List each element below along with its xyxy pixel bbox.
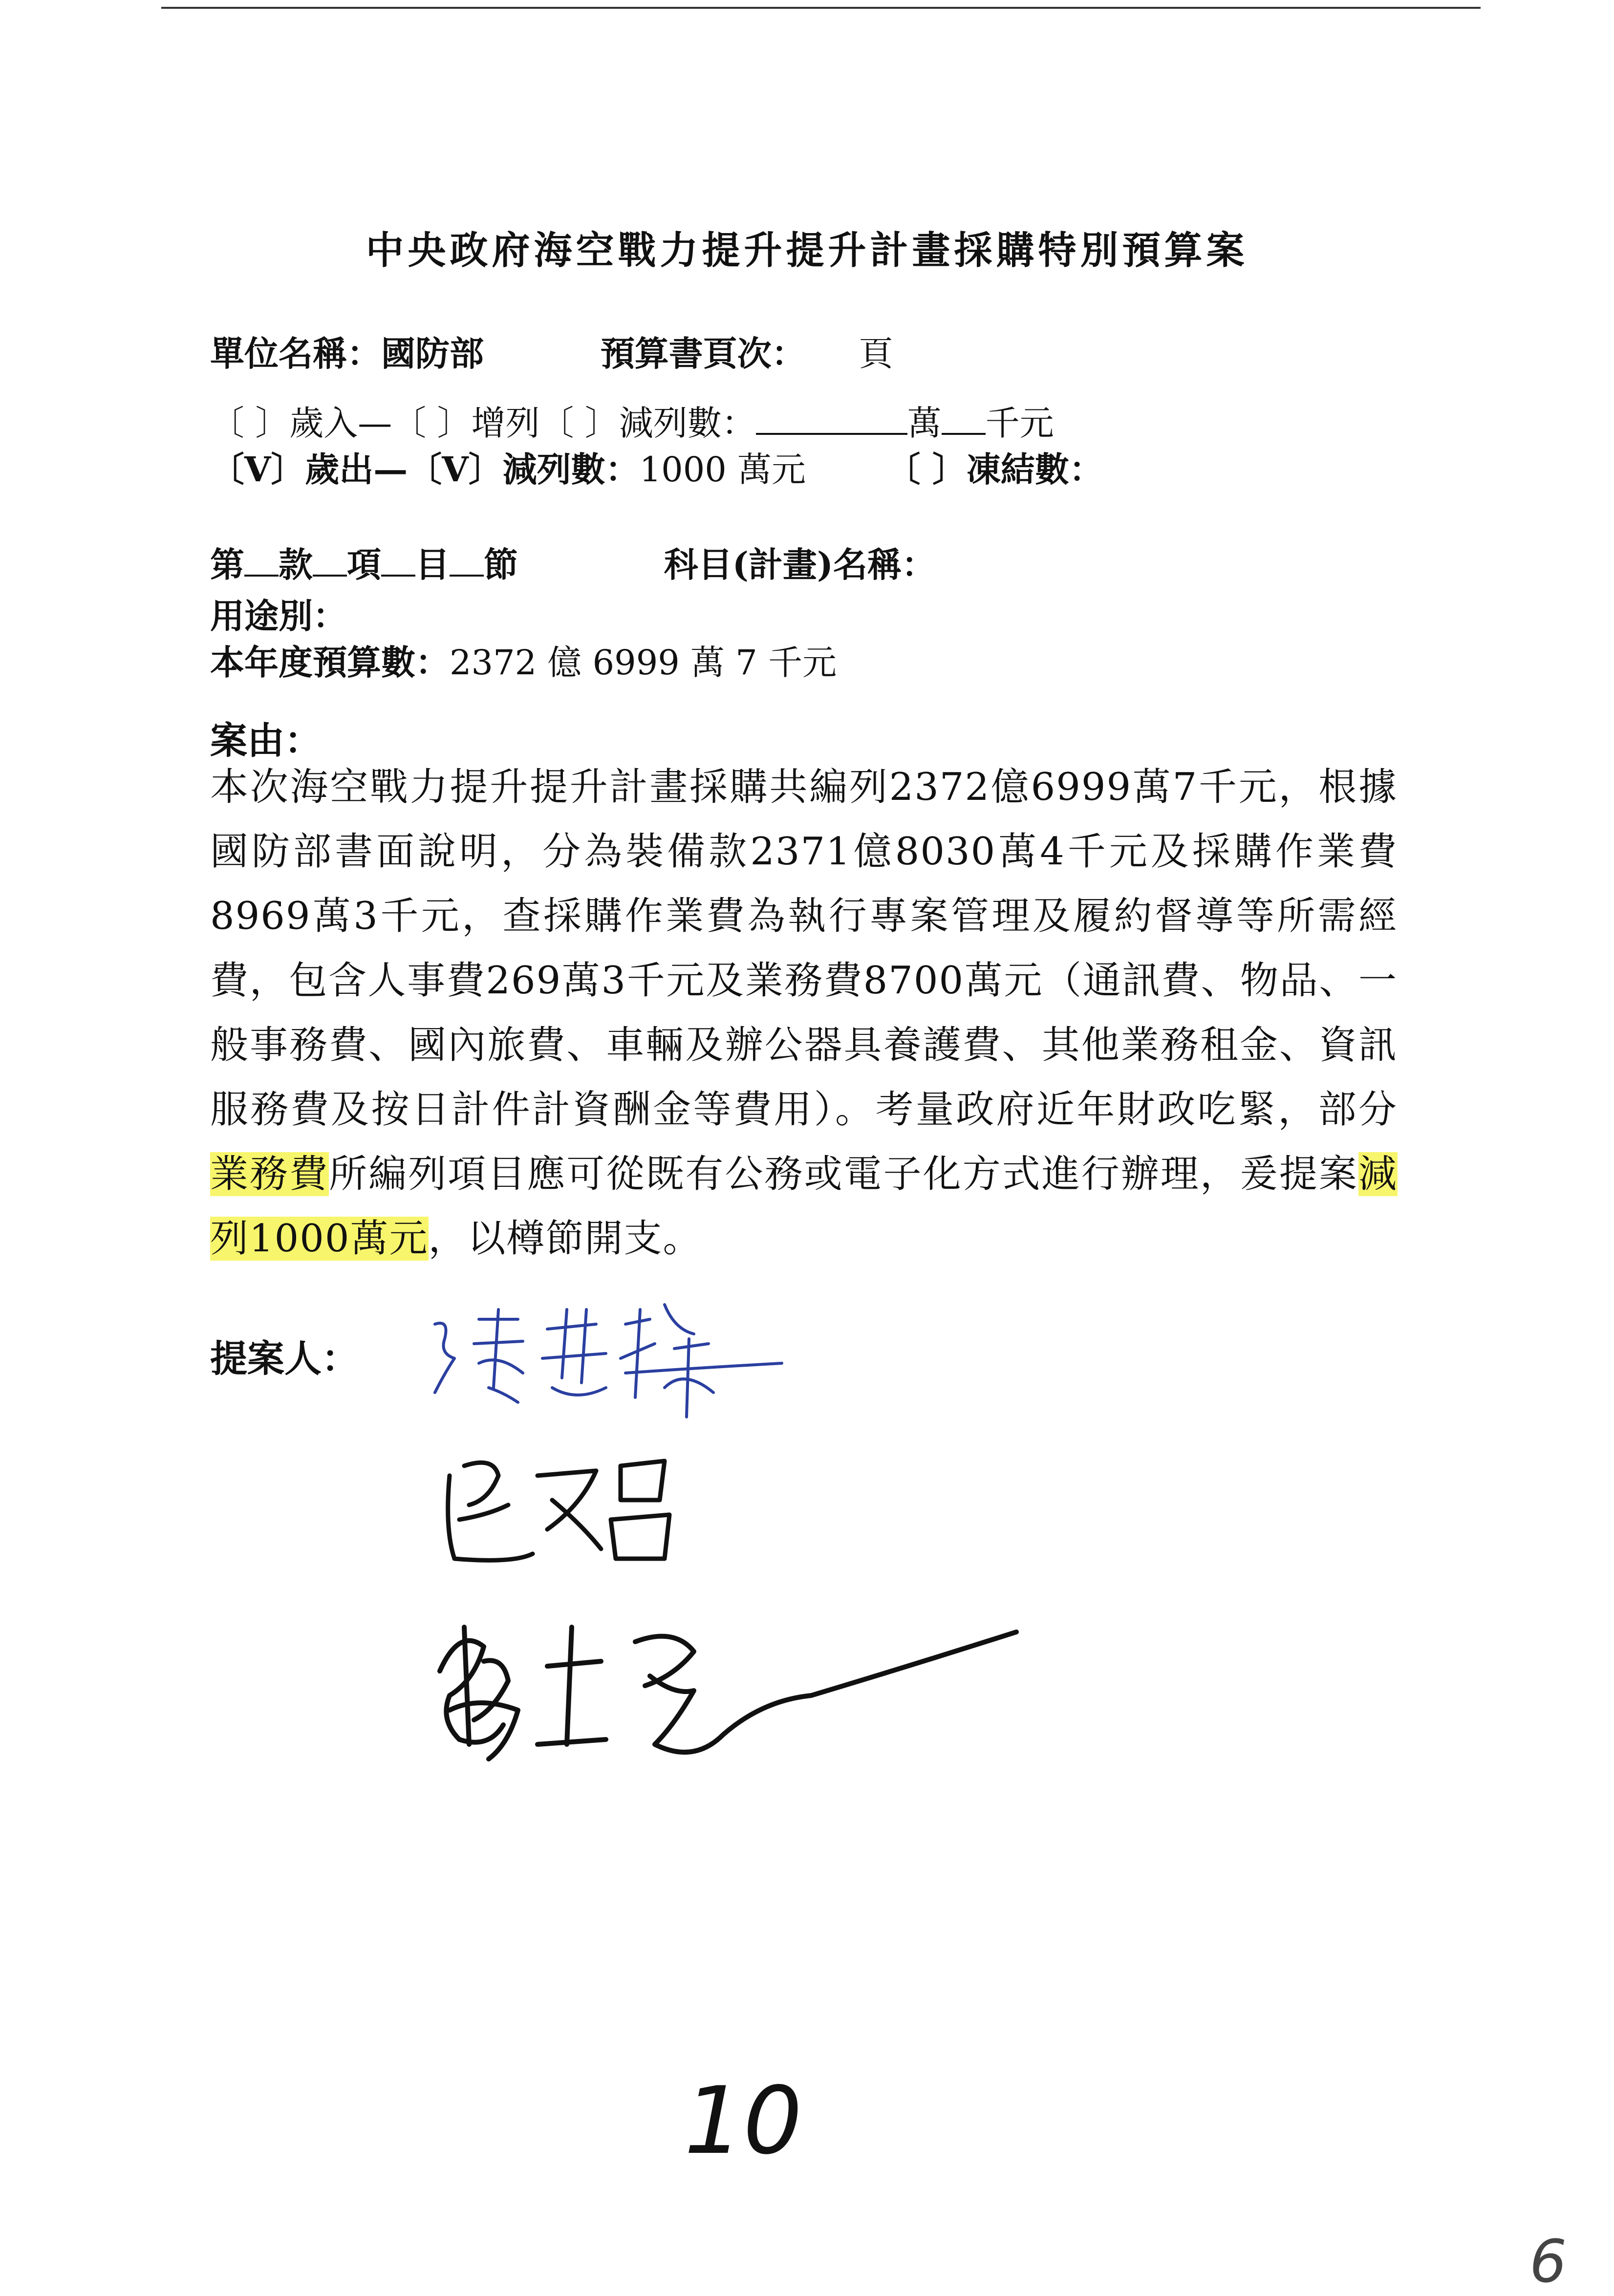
page-label: 預算書頁次： [600,333,806,374]
highlighted-text: 業務費 [210,1152,329,1196]
page-value: 頁 [859,334,893,374]
subject-jie: 節 [484,544,518,585]
revenue-unit: 千元 [985,403,1054,443]
corner-mark: 6 [1529,2228,1567,2296]
unit-value: 國防部 [381,333,484,374]
subject-blank [450,546,484,577]
revenue-row [210,396,1054,445]
reason-body [210,755,1398,1271]
signature-2 [435,1446,728,1583]
signature-1 [420,1290,792,1437]
highlighted-text: 減列1000萬元 [210,1152,1398,1261]
subject-name-label: 科目(計畫)名稱： [664,544,936,585]
subject-xiang: 項 [347,544,381,585]
expenditure-label: 〔V〕歲出—〔V〕減列數： [210,449,640,490]
page-number: 10 [684,2067,802,2175]
scan-edge-line [161,7,1481,9]
subject-blank [381,546,415,577]
subject-kuan: 款 [279,544,313,585]
revenue-amount-blank [756,405,907,435]
revenue-thousand-blank [942,405,986,435]
revenue-wan: 萬 [907,403,942,443]
reason-label: 案由： [210,719,322,762]
subject-row [210,537,936,587]
document-title: 中央政府海空戰力提升提升計畫採購特別預算案 [366,228,1248,273]
reason-text-part: 所編列項目應可從既有公務或電子化方式進行辦理，爰提案 [329,1152,1358,1196]
budget-value: 2372 億 6999 萬 7 千元 [450,643,837,683]
expenditure-value: 1000 萬元 [639,450,806,490]
freeze-label: 〔 〕凍結數： [886,449,1103,490]
signature-3 [420,1598,1026,1774]
subject-blank [313,546,347,577]
subject-mu: 目 [415,544,450,585]
subject-blank [244,546,279,577]
proposer-label: 提案人： [210,1337,359,1380]
expenditure-row [210,442,1103,492]
revenue-label: 〔 〕歲入—〔 〕增列〔 〕減列數： [210,403,756,443]
unit-label: 單位名稱： [210,333,381,374]
subject-di: 第 [210,544,244,585]
reason-text-part: 本次海空戰力提升提升計畫採購共編列2372億6999萬7千元，根據國防部書面說明，分為裝備款2371億8030萬4千元及採購作業費8969萬3千元，查採購作業費為執行專案管理及履約督導等所需經費，包含人事費269萬3千元及業務費8700萬元（通訊費、物品、一般事務費、國內旅費、車輛及辦公器具養護費、其他業務租金、資訊服務費及按日計件計資酬金等費用）。考量政府近年財政吃緊，部分 [210,765,1398,1132]
budget-row [210,635,837,685]
reason-text-part: ，以樽節開支。 [428,1217,702,1261]
usage-label: 用途別： [210,596,347,636]
budget-label: 本年度預算數： [210,642,450,683]
unit-row [210,326,893,376]
